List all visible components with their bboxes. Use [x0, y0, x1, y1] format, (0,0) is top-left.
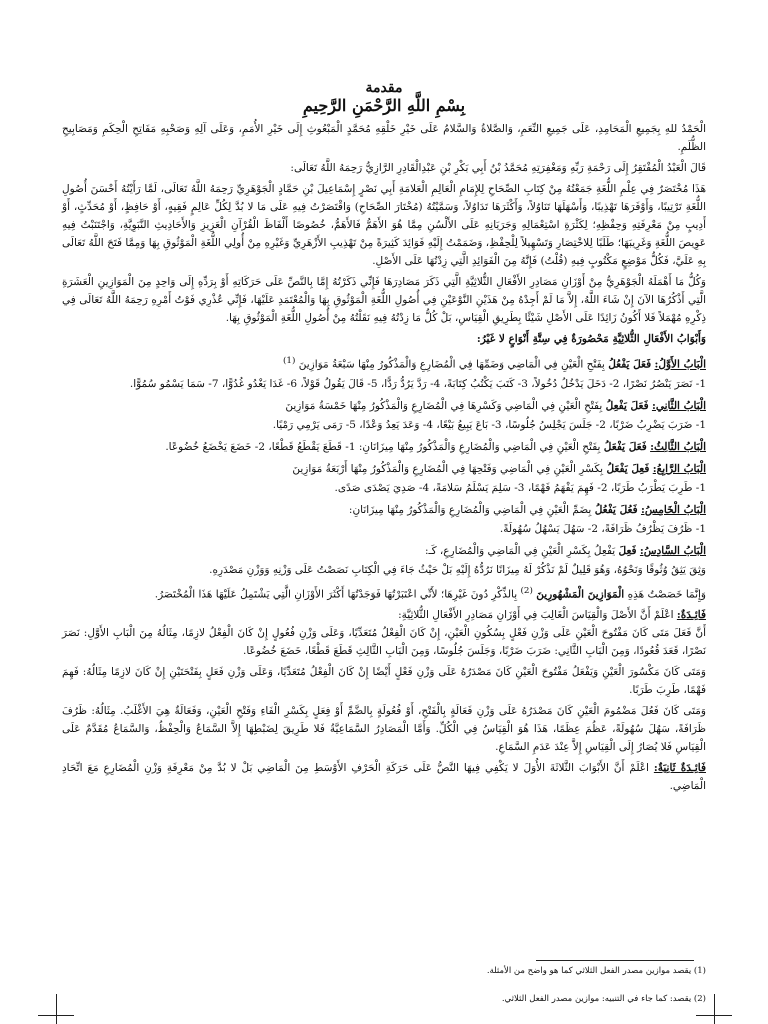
page-body: [62, 80, 706, 795]
faida-2-label: فَائِـدَةٌ ثَانِيَةٌ:: [653, 762, 706, 774]
bab-1-text: بِفَتْحِ الْعَيْنِ فِي الْمَاضِي وَضَمِّهَا فِي الْمُضَارِعِ وَالْمَذْكُورُ مِنْهَا سَبْعَةُ مَوَازِينَ: [298, 358, 605, 371]
intro-paragraph-2: قَالَ الْعَبْدُ الْمُفْتَقِرُ إِلَى رَحْمَةِ رَبِّهِ وَمَغْفِرَتِهِ مُحَمَّدُ بْنُ أَبِي بَكْرِ بْنِ عَبْدِالْقَادِرِ الرَّازِيُّ رَحِمَهُ اللَّهُ تَعَالَى:: [290, 162, 706, 174]
faida-1-label: فَائِـدَةٌ:: [676, 609, 706, 621]
footnote-separator: [536, 960, 694, 961]
bab-6-text: يَفْعِلُ بِكَسْرِ الْعَيْنِ فِي الْمَاضِي وَالْمُضَارِعِ، كَـ:: [424, 544, 616, 557]
bab-4-text: بِكَسْرِ الْعَيْنِ فِي الْمَاضِي وَفَتْحِهَا فِي الْمُضَارِعِ وَالْمَذْكُورُ مِنْهَا أَرْبَعَةُ مَوَازِينَ: [292, 462, 604, 475]
bab-3-label: الْبَابُ الثَّالِثُ:: [650, 440, 706, 453]
abwab-heading: وَأَبْوَابُ الأَفْعَالِ الثُّلاثِيَّةِ مَحْصُورَةٌ فِي سِتَّةِ أَنْوَاعٍ لا غَيْرُ:: [476, 333, 706, 345]
bab-2-label: الْبَابُ الثَّانِي:: [651, 399, 706, 412]
rule-paragraph-3: وَمَتَى كَانَ فَعُلَ مَضْمُومَ الْعَيْنِ كَانَ مَصْدَرُهُ عَلَى وَزْنِ فَعَالَةٍ بِالْفَتْحِ، أَوْ فُعُولَةٍ بِالضَّمِّ أَوْ فِعَلٍ بِكَسْرِ الْفَاءِ وَفَتْحِ الْعَيْنِ، وَفَعَالَةٌ هِيَ الأَغْلَبُ. مِثَالُهُ: ظَرُفَ ظَرَافَةً، سَهُلَ سُهُولَةً، عَظُمَ عِظَمًا، هَذَا هُوَ الْقِيَاسُ فِي الْكُلِّ. وَأَمَّا الْمَصَادِرُ السَّمَاعِيَّةُ فَلا طَرِيقَ لِضَبْطِهَا إِلاَّ السَّمَاعُ وَالْحِفْظُ، وَالسَّمَاعُ مُقَدَّمٌ عَلَى الْقِيَاسِ فَلا يُصَارُ إِلَى الْقِيَاسِ إِلاَّ عِنْدَ عَدَمِ السَّمَاعِ.: [62, 705, 706, 753]
bab-3-pattern: فَعَلَ يَفْعَلُ: [603, 440, 647, 453]
mashhurin-text-a: وَإِنَّمَا خَصَصْتُ هَذِهِ: [627, 588, 706, 600]
mashhurin-term: الْمَوَازِينَ الْمَشْهُورِينَ: [536, 588, 625, 600]
footnote-ref-1[interactable]: (1): [282, 356, 296, 366]
crop-mark-right-v: [714, 994, 715, 1024]
bab-2-examples: 1- ضَرَبَ يَضْرِبُ ضَرْبًا، 2- جَلَسَ يَجْلِسُ جُلُوسًا، 3- بَاعَ يَبِيعُ بَيْعًا، 4- وَعَدَ يَعِدُ وَعْدًا، 5- رَمَى يَرْمِي رَمْيًا.: [272, 418, 706, 431]
basmala: بِسْمِ اللَّهِ الرَّحْمَنِ الرَّحِيمِ: [302, 96, 466, 115]
bab-5-label: الْبَابُ الْخَامِسُ:: [640, 503, 706, 516]
bab-4: [62, 461, 706, 478]
faida-2: [62, 759, 706, 795]
rule-paragraph-1: أَنَّ فَعَلَ مَتَى كَانَ مَفْتُوحَ الْعَيْنِ عَلَى وَزْنِ فَعْلٍ بِسُكُونِ الْعَيْنِ، إِنْ كَانَ الْفِعْلُ مُتَعَدِّيًا، وَعَلَى وَزْنِ فُعُولٍ إِنْ كَانَ الْفِعْلُ لازِمًا، مِثَالُهُ مِنَ الْبَابِ الأَوَّلِ: نَصَرَ نَصْرًا، قَعَدَ قُعُودًا، وَمِنَ الْبَابِ الثَّانِي: ضَرَبَ ضَرْبًا، وَجَلَسَ جُلُوسًا، وَمِنَ الْبَابِ الثَّالِثِ قَطَعَ قَطْعًا، خَضَعَ خُضُوعًا.: [62, 627, 706, 657]
bab-1-pattern: فَعَلَ يَفْعُلُ: [608, 358, 652, 371]
intro-paragraph-3: هَذَا مُخْتَصَرٌ فِي عِلْمِ اللُّغَةِ جَمَعْتُهُ مِنْ كِتَابِ الصِّحَاحِ لِلإِمَامِ الْعَالِمِ الْعَلامَةِ أَبِي نَصْرٍ إِسْمَاعِيلَ بْنِ حَمَّادٍ الْجَوْهَرِيِّ رَحِمَهُ اللَّهُ تَعَالَى، لَمَّا رَأَيْتُهُ أَحْسَنَ أُصُولِ اللُّغَةِ تَرْتِيبًا، وَأَوْفَرَهَا تَهْذِيبًا، وَأَسْهَلَهَا تَنَاوُلاً، وَأَكْثَرَهَا تَدَاوُلاً، وَسَمَّيْتُهُ (مُخْتَارَ الصِّحَاحِ) وَاقْتَصَرْتُ فِيهِ عَلَى مَا لا بُدَّ لِكُلِّ عَالِمٍ فَقِيهٍ، أَوْ حَافِظٍ، أَوْ مُحَدِّثٍ، أَوْ أَدِيبٍ مِنْ مَعْرِفَتِهِ وَحِفْظِهِ؛ لِكَثْرَةِ اسْتِعْمَالِهِ وَجَرَيَانِهِ عَلَى الأَلْسُنِ مِمَّا هُوَ الأَهَمُّ فَالأَهَمُّ، خُصُوصًا أَلْفَاظَ الْقُرْآنِ الْعَزِيزِ وَالأَحَادِيثِ النَّبَوِيَّةِ، وَاجْتَنَبْتُ فِيهِ عَوِيصَ اللُّغَةِ وَغَرِيبَهَا؛ طَلَبًا لِلاخْتِصَارِ وَتَسْهِيلاً لِلْحِفْظِ، وَضَمَمْتُ إِلَيْهِ فَوَائِدَ كَثِيرَةً مِنْ تَهْذِيبِ الأَزْهَرِيِّ وَغَيْرِهِ مِنْ أُولِي اللُّغَةِ الْمَوْثُوقِ بِهَا وَمِمَّا فَتَحَ اللَّهُ تَعَالَى بِهِ عَلَيَّ، فَكُلُّ مَوْضِعٍ مَكْتُوبٍ فِيهِ (قُلْتُ) فَإِنَّهُ مِنَ الْفَوَائِدِ الَّتِي زِدْتُهَا عَلَى الأَصْلِ.: [62, 183, 707, 267]
bab-4-label: الْبَابُ الرَّابِعُ:: [652, 462, 706, 475]
bab-4-pattern: فَعِلَ يَفْعَلُ: [606, 462, 650, 475]
bab-3-text: بِفَتْحِ الْعَيْنِ فِي الْمَاضِي وَالْمُضَارِعِ وَالْمَذْكُورُ مِنْهَا مِيزَانَانِ: 1- قَطَعَ يَقْطَعُ قَطْعًا، 2- خَضَعَ يَخْضَعُ خُضُوعًا.: [165, 440, 601, 453]
faida-1: [62, 606, 706, 624]
bab-1-examples: 1- نَصَرَ يَنْصُرُ نَصْرًا، 2- دَخَلَ يَدْخُلُ دُخُولاً، 3- كَتَبَ يَكْتُبُ كِتَابَةً، 4- رَدَّ يَرُدُّ رَدًّا، 5- قَالَ يَقُولُ قَوْلاً، 6- غَدَا يَغْدُو غُدُوًّا، 7- سَمَا يَسْمُو سُمُوًّا.: [129, 377, 706, 390]
faida-1-text: اعْلَمْ أَنَّ الأَصْلَ وَالْقِيَاسَ الْغَالِبَ فِي أَوْزَانِ مَصَادِرِ الأَفْعَالِ الثُّلاثِيَّةِ:: [398, 609, 674, 621]
bab-5-text: بِضَمِّ الْعَيْنِ فِي الْمَاضِي وَالْمُضَارِعِ وَالْمَذْكُورُ مِنْهَا مِيزَانَانِ:: [348, 503, 592, 516]
bab-6: [62, 543, 706, 560]
bab-2-text: بِفَتْحِ الْعَيْنِ فِي الْمَاضِي وَكَسْرِهَا فِي الْمُضَارِعِ وَالْمَذْكُورُ مِنْهَا خَمْسَةُ مَوَازِينَ: [285, 399, 603, 412]
footnote-2: (2) يقصد: كما جاء في التنبيه: موازين مصدر الفعل الثلاثي.: [501, 994, 706, 1004]
mashhurin-paragraph: [62, 582, 706, 604]
bab-2: [62, 398, 706, 415]
footnote-1: (1) يقصد موازين مصدر الفعل الثلاثي كما هو واضح من الأمثلة.: [486, 966, 706, 976]
footnote-ref-2[interactable]: (2): [520, 585, 533, 596]
bab-1: [62, 353, 706, 374]
crop-mark-left-v: [56, 994, 57, 1024]
bab-5-pattern: فَعُلَ يَفْعُلُ: [594, 503, 638, 516]
bab-3: [62, 439, 706, 456]
rule-paragraph-2: وَمَتَى كَانَ مَكْسُورَ الْعَيْنِ وَيَفْعَلُ مَفْتُوحَ الْعَيْنِ كَانَ مَصْدَرُهُ عَلَى وَزْنِ فَعْلٍ أَيْضًا إِنْ كَانَ الْفِعْلُ مُتَعَدِّيًا، وَعَلَى وَزْنِ فَعَلٍ بِفَتْحَتَيْنِ إِنْ كَانَ لازِمًا مِثَالُهُ: فَهِمَ فَهْمًا، طَرِبَ طَرَبًا.: [62, 666, 706, 696]
intro-paragraph-1: الْحَمْدُ للهِ بِجَمِيعِ الْمَحَامِدِ، عَلَى جَمِيعِ النِّعَمِ، وَالصَّلاةُ وَالسَّلامُ عَلَى خَيْرِ خَلْقِهِ مُحَمَّدٍ الْمَبْعُوثِ إِلَى خَيْرِ الأُمَمِ، وَعَلَى آلِهِ وَصَحْبِهِ مَفَاتِحِ الْحِكَمِ وَمَصَابِيحِ الظُّلَمِ.: [62, 123, 706, 153]
bab-5: [62, 502, 706, 519]
mashhurin-text-c: بِالذِّكْرِ دُونَ غَيْرِهَا؛ لأَنِّي اعْتَبَرْتُهَا فَوَجَدْتُهَا أَكْثَرَ الأَوْزَانِ الَّتِي يَشْتَمِلُ عَلَيْهَا هَذَا الْمُخْتَصَرُ.: [154, 588, 518, 600]
intro-paragraph-4: وَكُلُّ مَا أَهْمَلَهُ الْجَوْهَرِيُّ مِنْ أَوْزَانِ مَصَادِرِ الأَفْعَالِ الثُّلاثِيَّةِ الَّتِي ذَكَرَ مَصَادِرَهَا فَإِنِّي ذَكَرْتُهُ إِمَّا بِالنَّصِّ عَلَى حَرَكَاتِهِ أَوْ بِرَدِّهِ إِلَى وَاحِدٍ مِنَ الْمَوَازِينِ الْعَشَرَةِ الَّتِي أَذْكُرُهَا الآنَ إِنْ شَاءَ اللَّهُ، إِلاَّ مَا لَمْ أَجِدْهُ مِنْ هَذَيْنِ النَّوْعَيْنِ فِي أُصُولِ اللُّغَةِ الْمَوْثُوقِ بِهَا وَالْمُعْتَمَدِ عَلَيْهَا، فَإِنِّي عُذْرِي فَوْتُ أَمْرِهِ رَحِمَهُ اللَّهُ تَعَالَى فِي ذِكْرِهِ مُهْمَلاً فَلا أَكُونُ زَائِدًا عَلَى الأَصْلِ شَيْئًا بِطَرِيقِ الْقِيَاسِ، بَلْ كُلُّ مَا زِدْتُهُ فِيهِ نَقَلْتُهُ مِنْ أُصُولِ اللُّغَةِ الْمَوْثُوقِ بِهَا.: [62, 276, 706, 324]
bab-2-pattern: فَعَلَ يَفْعِلُ: [605, 399, 649, 412]
faida-2-text: اعْلَمْ أَنَّ الأَبْوَابَ الثَّلاثَةَ الأُوَلَ لا يَكْفِي فِيهَا النَّصُّ عَلَى حَرَكَةِ الْحَرْفِ الأَوْسَطِ مِنَ الْمَاضِي بَلْ لا بُدَّ مِنْ مَعْرِفَةِ وَزْنِ الْمُضَارِعِ مَعَ اتِّحَادِ الْمَاضِي.: [62, 762, 706, 792]
bab-5-examples: 1- ظَرُفَ يَظْرُفُ ظَرَافَةً، 2- سَهُلَ يَسْهُلُ سُهُولَةً.: [499, 522, 706, 535]
bab-4-examples: 1- طَرِبَ يَطْرَبُ طَرَبًا، 2- فَهِمَ يَفْهَمُ فَهْمًا، 3- سَلِمَ يَسْلَمُ سَلامَةً، 4- صَدِيَ يَصْدَى صَدًى.: [334, 481, 706, 494]
page-title: مقدمة: [365, 80, 403, 96]
bab-6-pattern: فَعِلَ: [618, 544, 637, 557]
bab-6-label: الْبَابُ السَّادِسُ:: [639, 544, 706, 557]
bab-6-examples: وَثِقَ يَثِقُ وُثُوقًا وَنَحْوُهُ، وَهُوَ قَلِيلٌ لَمْ نَذْكُرْ لَهُ مِيزَانًا نَرُدُّهُ إِلَيْهِ بَلْ حَيْثُ جَاءَ فِي الْكِتَابِ نَصَصْتُ عَلَى وَزْنِهِ وَوَزْنِ مَصْدَرِهِ.: [209, 563, 706, 576]
bab-1-label: الْبَابُ الأَوَّلُ:: [654, 358, 706, 371]
